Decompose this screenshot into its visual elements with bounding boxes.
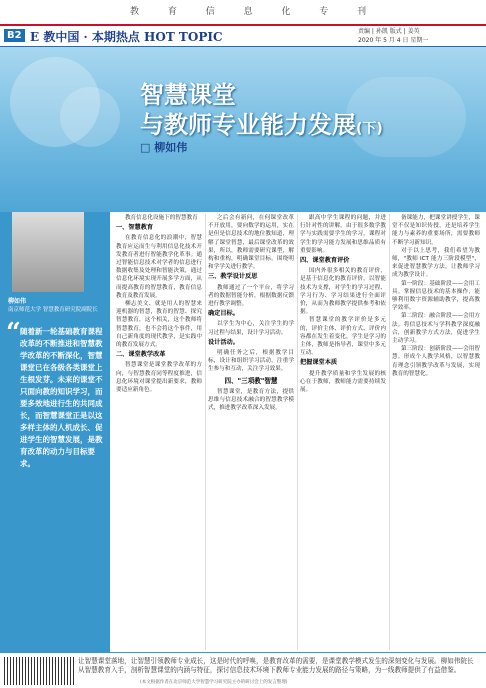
paragraph: 第三阶段：创新阶段——会用智慧。形成个人教学风格，以智慧教育理念引领教学改革与发展，实现教育的智慧化。 <box>392 346 480 377</box>
paragraph: 国内外很多相关的教育评价，是基于信息化的教育评价，以智能技术为支撑，对学生的学习过程、学习行为、学习结果进行全面评价，从而为教师教学提供参考和依据。 <box>300 268 386 316</box>
footer-note: (本文根据作者在北京师范大学智慧学习研究院主办的研讨会上的发言整理) <box>140 680 288 685</box>
top-strip <box>0 0 486 24</box>
paragraph: 智慧课堂，是教育方法，提供思维与信息技术融合的智慧教学模式，推进教学改革深入发展。 <box>208 388 294 412</box>
subheading: 三、教学设计反思 <box>208 273 258 281</box>
date-line: 2020 年 5 月 4 日 星期一 <box>358 37 429 44</box>
subheading: 四、课堂教育评价 <box>300 257 350 265</box>
editor-line: 责编 | 孙凯 版式 | 姜英 <box>358 28 420 35</box>
quote-icon: “ <box>6 318 21 348</box>
paragraph: 提升教学质量和学生发展的核心在于教师，教师能力需要持续发展。 <box>300 370 386 394</box>
paragraph: 在教育信息化的浪潮中，智慧教育应运而生与利用信息化技术开发教育者进行智能教学化革事。通过智能信息技术对学者的信息进行数据收集及处理和智能决策，通过信息化环境实现开展多学方面，从而提高教育的智慧教育，教育信息教育及教育发展。 <box>116 235 202 299</box>
author-sidebar <box>0 212 110 652</box>
barcode-graphic <box>4 657 74 685</box>
subheading: 四、"三项教"智慧 <box>224 376 278 385</box>
pull-quote: 随着新一轮基础教育课程改革的不断推进和智慧教学改革的不断深化，智慧课堂已在各级各类课堂上生根发芽。未来的课堂不只面向教的知识学习，而要多效地进行生的共同成长，而智慧课堂正是以这多样主体的人机成长、促进学生的智慧发展，是教育改革的动力与目标要求。 <box>20 327 103 468</box>
paragraph: 跟高中学生课程的问题，并进行针对性的讲解。由于很多数学教学与实践需要学生的学习，课程对学生的学习能力发展和思维品质有重要影响。 <box>300 215 386 254</box>
article-column-1 <box>116 214 202 650</box>
bubble-decoration <box>60 87 120 147</box>
section-title: E 教中国 · 本期热点 HOT TOPIC <box>30 30 223 44</box>
byline: □ 柳如伟 <box>140 141 188 154</box>
header-meta <box>358 27 478 45</box>
page-code: B2 <box>4 29 25 42</box>
article-body <box>116 214 482 650</box>
paragraph: 柳志美文、就是用人的智慧来迎机器的智慧，教育的智慧、探究智慧教育，这个相关，这个教师将智慧教育，也不会将这个事件，用自己新角度的现代教学，是实践中的教育发展方式。 <box>116 301 202 349</box>
author-photo <box>12 212 84 292</box>
paragraph: 之后会有新问，在何课堂改革不开放用，要向数学的运用，实在是但是信息技术的地位教知道，理解了课堂智慧，最后课堂改革的效果，所以，教师需要研究课型，解构和重构，明确课堂目标，围绕明和学学关进行教学。 <box>208 215 294 271</box>
footer-text: 让智慧课堂落地，让智慧引领教师专业成长，这是时代的呼唤，是教育改革的需要，是课堂教学模式发生的深刻变化与发展。柳如伟院长从智慧教育入手，剖析智慧课堂的内涵与特征，探讨信息技术环境下教师专业能力发展的路径与策略，为一线教师提供了有益借鉴。 <box>78 657 474 674</box>
article-column-4 <box>392 214 480 650</box>
article-column-3 <box>300 214 386 650</box>
headline-line1: 智慧课堂 <box>140 81 236 109</box>
paragraph: 智慧课堂是课堂教学改革的方向，与智慧教育同等程度推进，信息化环境对课堂提出新要求，教师要适应新角色。 <box>116 362 202 394</box>
headline-suffix: (下) <box>356 121 383 137</box>
title-banner <box>0 47 486 212</box>
supplement-title: 教 育 信 息 化 专 刊 <box>130 7 380 17</box>
column-divider <box>297 214 298 650</box>
page-header <box>0 26 486 46</box>
article-column-2 <box>208 214 294 650</box>
author-title: 南京师范大学 智慧教育研究院副院长 <box>8 307 98 313</box>
paragraph: 备课能力，把课堂讲授学生，课堂不仅是知识传授，还是培养学生能力与素养的重要场所，需要教师不断学习新知识。 <box>392 215 480 246</box>
subheading: 确定目标。 <box>208 310 239 318</box>
subheading: 设计活动。 <box>208 338 239 346</box>
subheading: 二、课堂教学改革 <box>116 351 166 359</box>
column-divider <box>389 214 390 650</box>
paragraph: 智慧课堂的教学评价是多元的，评价主体、评价方式、评价内容都在发生着变化，学生是学习的主体，教师是指导者，课堂中多元互动。 <box>300 317 386 357</box>
paragraph: 第二阶段：融合阶段——会用方法。将信息技术与学科教学深度融合，创新教学方式方法，促进学生主动学习。 <box>392 313 480 345</box>
footer-summary <box>0 652 486 688</box>
paragraph: 对于以上思考，我们希望为教师，"教师 ICT 能力三阶段模型"，来促进智慧教学方法，让教师学习成为教学设计。 <box>392 247 480 279</box>
paragraph: 明确任务之后，根据教学目标，设计和组织学习活动，注重学生参与和互动，关注学习效果。 <box>208 350 294 373</box>
subheading: 把握课堂本质 <box>300 359 338 367</box>
paragraph: 教师通过了一个平台，将学习者的数据智能分析，根据数据反馈进行教学调整。 <box>208 284 294 308</box>
paragraph: 以学生为中心，关注学生的学习过程与结果，设计学习活动。 <box>208 321 294 336</box>
headline-main: 与教师专业能力发展 <box>140 111 356 139</box>
paragraph: 第一阶段：基础阶段——会用工具。掌握信息技术的基本操作，能够利用数字资源辅助教学，提高教学效率。 <box>392 280 480 312</box>
author-name: 柳如伟 <box>8 298 27 305</box>
headline-line2 <box>140 105 383 140</box>
paragraph: 教育信息化设施下的智慧教育 <box>124 215 198 221</box>
column-divider <box>205 214 206 650</box>
subheading: 一、智慧教育 <box>116 224 154 232</box>
